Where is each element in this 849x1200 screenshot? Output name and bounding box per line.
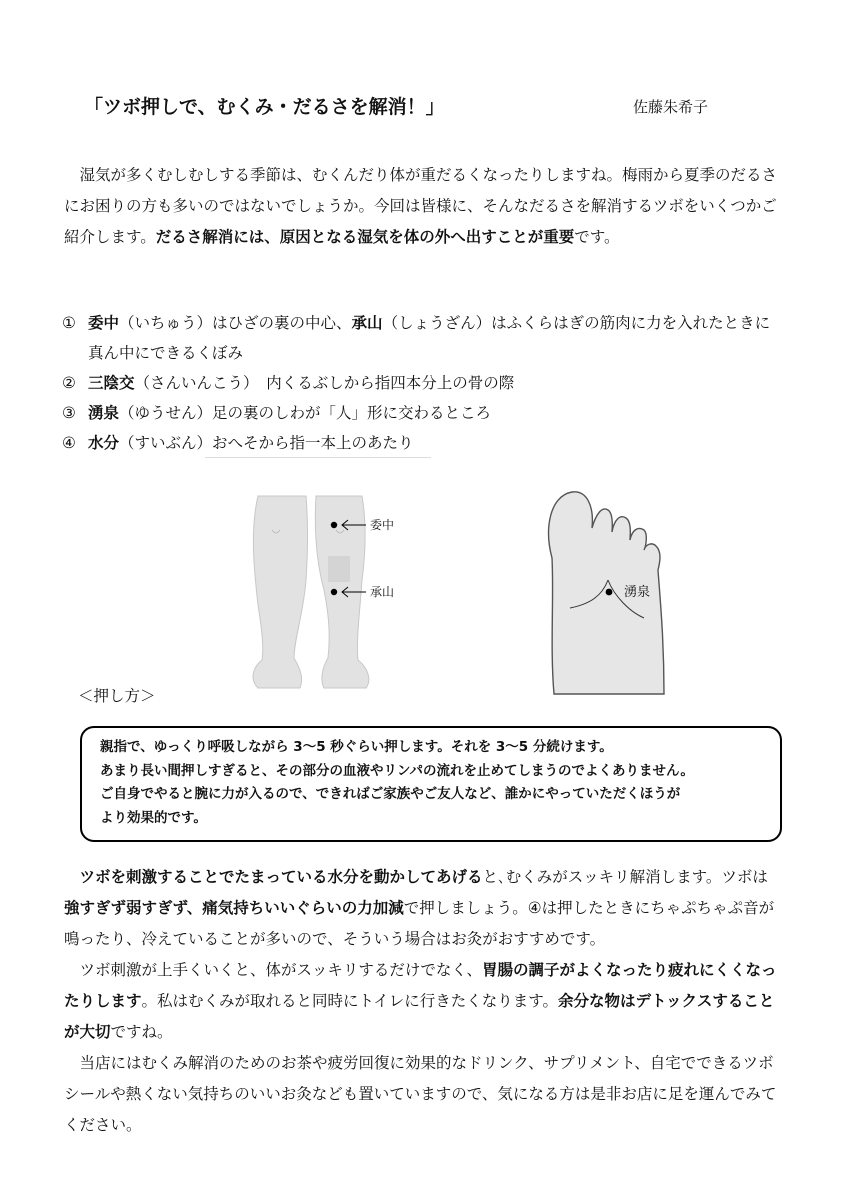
point-desc: 足の裏のしわが「人」形に交わるところ — [212, 404, 492, 422]
body-text: ですね。 — [110, 1023, 173, 1041]
item-number: ① — [62, 314, 76, 332]
howto-line: 親指で、ゆっくり呼吸しながら 3～5 秒ぐらい押します。それを 3～5 分続けます。 — [100, 739, 613, 755]
point-shozan-marker — [331, 589, 337, 595]
point-desc: 内くるぶしから指四本分上の骨の際 — [250, 374, 515, 392]
list-item — [62, 308, 784, 368]
howto-box — [80, 726, 782, 842]
point-reading: （すいぶん） — [119, 434, 213, 452]
left-leg — [253, 496, 307, 688]
point-reading: （ゆうせん） — [119, 404, 213, 422]
item-number: ④ — [62, 434, 76, 452]
point-desc: はひざの裏の中心、 — [212, 314, 352, 332]
howto-line: あまり長い間押しすぎると、その部分の血液やリンパの流れを止めてしまうのでよくありません。 — [100, 762, 694, 779]
body-paragraph — [64, 862, 780, 955]
body-text: で押しましょう。④は押したときにちゃぷちゃぷ音が鳴ったり、冷えていることが多いので、そういう場合はお灸がおすすめです。 — [64, 899, 775, 948]
point-desc: はふくらはぎの筋肉に力を入れたときに真ん中にできるくぼみ — [88, 314, 771, 362]
intro-paragraph — [64, 160, 780, 253]
list-item — [62, 428, 784, 458]
point-name: 三陰交 — [88, 374, 135, 392]
body-text: 。私はむくみが取れると同時にトイレに行きたくなります。 — [141, 992, 559, 1010]
foot-sole-illustration — [540, 488, 700, 698]
point-reading: （いちゅう） — [119, 314, 213, 332]
point-yusen-marker — [606, 589, 613, 596]
item-number: ③ — [62, 404, 76, 422]
body-emphasis: 胃腸の調子がよくなったり疲れにくくなったりします — [64, 961, 777, 1010]
body-emphasis: ツボを刺激することでたまっている水分を動かしてあげる — [79, 868, 483, 886]
intro-emphasis: だるさ解消には、原因となる湿気を体の外へ出すことが重要 — [155, 228, 575, 246]
body-paragraph — [64, 955, 780, 1048]
divider — [205, 457, 431, 458]
body-section — [64, 862, 780, 1141]
article-title: 「ツボ押しで、むくみ・だるさを解消！」 — [84, 96, 445, 118]
point-reading: （しょうざん） — [382, 314, 492, 332]
point-reading: （さんいんこう） — [134, 374, 251, 392]
intro-text: 湿気が多くむしむしする季節は、むくんだり体が重だるくなったりしますね。梅雨から夏季のだるさにお困りの方も多いのではないでしょうか。今回は皆様に、そんなだるさを解消するツボをいくつかご紹介します。 — [64, 166, 778, 246]
item-number: ② — [62, 374, 76, 392]
body-text: ツボ刺激が上手くいくと、体がスッキリするだけでなく、 — [79, 961, 483, 979]
point-name: 湧泉 — [88, 404, 120, 422]
label-yusen: 湧泉 — [624, 585, 651, 600]
howto-heading: ＜押し方＞ — [78, 687, 156, 705]
list-item — [62, 368, 784, 398]
point-name: 水分 — [88, 434, 120, 452]
howto-line: ご自身でやると腕に力が入るので、できればご家族やご友人など、誰かにやっていただくほうが — [100, 786, 681, 802]
intro-end: です。 — [574, 228, 620, 246]
howto-line: より効果的です。 — [100, 809, 207, 826]
shadow-patch — [328, 556, 350, 582]
author-name: 佐藤朱希子 — [633, 98, 709, 116]
point-name: 承山 — [351, 314, 383, 332]
list-item — [62, 398, 784, 428]
body-emphasis: 余分な物はデトックスすることが大切 — [64, 992, 775, 1041]
label-shozan: 承山 — [370, 585, 394, 599]
legs-illustration — [244, 490, 394, 698]
body-emphasis: 強すぎず弱すぎず、痛気持ちいいぐらいの力加減 — [64, 899, 404, 917]
body-paragraph: 当店にはむくみ解消のためのお茶や疲労回復に効果的なドリンク、サプリメント、自宅でできるツボシールや熱くない気持ちのいいお灸なども置いていますので、気になる方は是非お店に足を運んでみてください。 — [64, 1054, 777, 1134]
point-iichu-marker — [331, 522, 337, 528]
body-text: と､むくみがスッキリ解消します。ツボは — [482, 868, 768, 886]
point-desc: おへそから指一本上のあたり — [212, 434, 414, 452]
label-iichu: 委中 — [370, 518, 394, 532]
acupoint-list — [62, 308, 784, 458]
point-name: 委中 — [88, 314, 120, 332]
